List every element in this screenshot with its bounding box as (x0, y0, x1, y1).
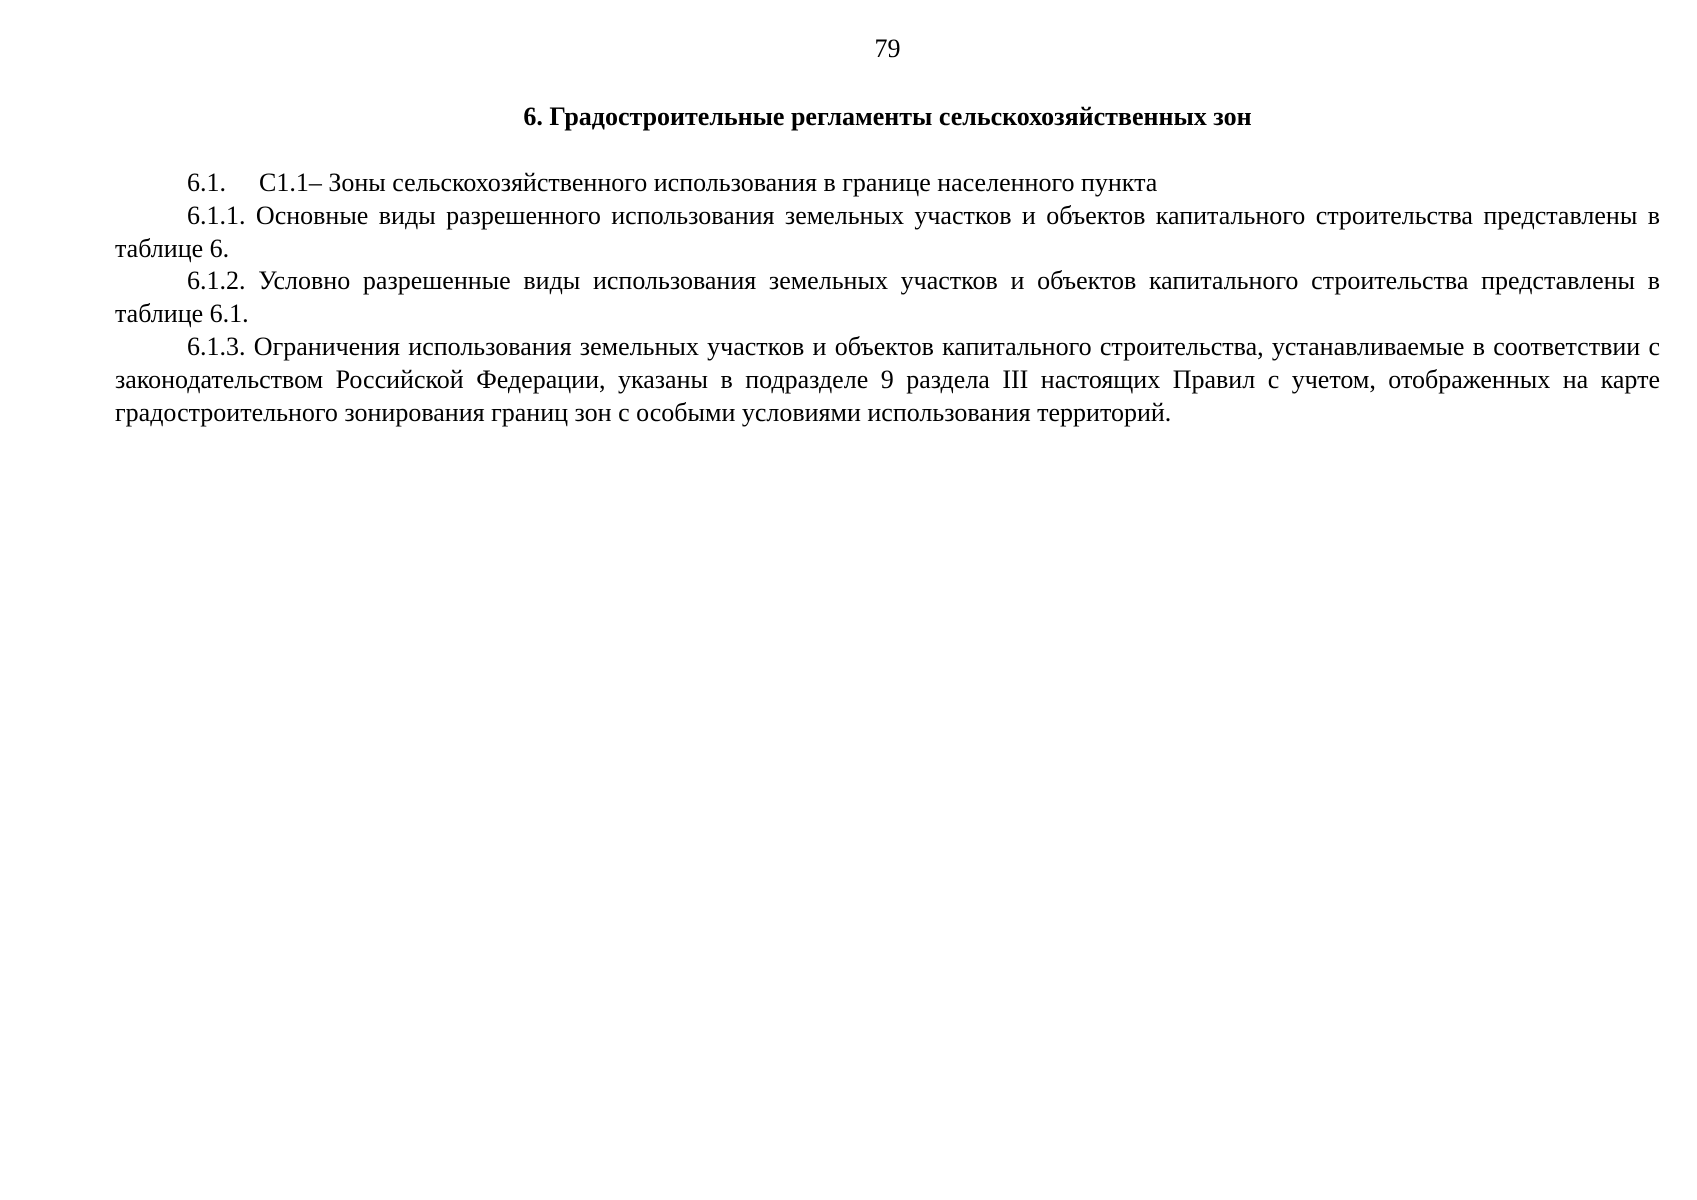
paragraph-text: Основные виды разрешенного использования земельных участков и объектов капитального строительства представлены в таблице 6. (115, 200, 1660, 263)
paragraph-6-1-2 (115, 265, 1660, 331)
paragraph-text: Ограничения использования земельных участков и объектов капитального строительства, устанавливаемые в соответствии с законодательством Российской Федерации, указаны в подразделе 9 раздела III настоящих Правил с учетом, отображенных на карте градостроительного зонирования границ зон с особыми условиями использования территорий. (115, 331, 1660, 427)
section-title: 6. Градостроительные регламенты сельскохозяйственных зон (523, 102, 1252, 131)
paragraph-6-1-3 (115, 331, 1660, 429)
paragraph-number: 6.1. (187, 168, 226, 197)
paragraph-number: 6.1.1. (187, 200, 246, 230)
page-number: 79 (874, 34, 901, 63)
paragraph-number: 6.1.3. (187, 331, 246, 361)
paragraph-6-1-1 (115, 200, 1660, 266)
section-body (115, 167, 1660, 429)
paragraph-number: 6.1.2. (187, 266, 246, 296)
paragraph-6-1 (115, 167, 1660, 200)
paragraph-text: С1.1– Зоны сельскохозяйственного использования в границе населенного пункта (259, 168, 1158, 197)
paragraph-text: Условно разрешенные виды использования земельных участков и объектов капитального строительства представлены в таблице 6.1. (115, 266, 1661, 329)
